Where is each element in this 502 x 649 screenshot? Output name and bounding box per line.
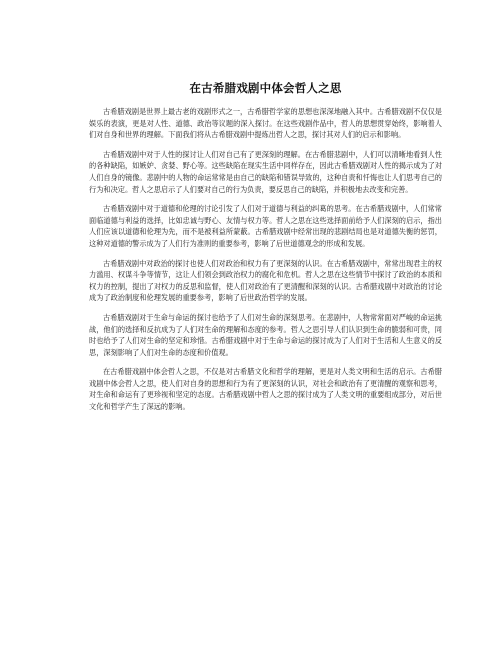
paragraph-6: 在古希腊戏剧中体会哲人之思，不仅是对古希腊文化和哲学的理解，更是对人类文明和生活的启示。古希腊戏剧中体会哲人之思，使人们对自身的思想和行为有了更深刻的认识，对社会和政治有了更清醒的观察和思考，对生命和命运有了更珍视和坚定的态度。古希腊戏剧中哲人之思的探讨成为了人类文明的重要组成部分，对后世文化和哲学产生了深远的影响。 [89, 367, 442, 412]
paragraph-3: 古希腊戏剧中对于道德和伦理的讨论引发了人们对于道德与利益的纠葛的思考。在古希腊戏剧中，人们常常面临道德与利益的选择，比如忠诚与野心、友情与权力等。哲人之思在这些选择面前给予人们深刻的启示，指出人们应该以道德和伦理为先，而不是被利益所蒙蔽。古希腊戏剧中经常出现的悲剧结局也是对道德失衡的惩罚，这种对道德的警示成为了人们行为准则的重要参考，影响了后世道德观念的形成和发展。 [89, 204, 442, 248]
paragraph-4: 古希腊戏剧中对政治的探讨也使人们对政治和权力有了更深刻的认识。在古希腊戏剧中，常常出现君主的权力滥用、权谋斗争等情节，这让人们领会到政治权力的腐化和危机。哲人之思在这些情节中探讨了政治的本质和权力的控制，提出了对权力的反思和监督，使人们对政治有了更清醒和深刻的认识。古希腊戏剧中对政治的讨论成为了政治制度和伦理发展的重要参考，影响了后世政治哲学的发展。 [89, 258, 442, 303]
paragraph-5: 古希腊戏剧对于生命与命运的探讨也给予了人们对生命的深刻思考。在悲剧中，人物常常面对严峻的命运挑战，他们的选择和反抗成为了人们对生命的理解和态度的参考。哲人之思引导人们认识到生命的脆弱和可贵，同时也给予了人们对生命的坚定和珍惜。古希腊戏剧中对于生命与命运的探讨成为了人们对于生活和人生意义的反思，深刻影响了人们对生命的态度和价值观。 [89, 312, 442, 357]
paragraph-2: 古希腊戏剧中对于人性的探讨让人们对自己有了更深刻的理解。在古希腊悲剧中，人们可以清晰地看到人性的各种缺陷，如嫉妒、贪婪、野心等。这些缺陷在现实生活中同样存在，因此古希腊戏剧对人性的揭示成为了对人们自身的镜像。悲剧中的人物的命运常常是由自己的缺陷和错误导致的，这种自责和忏悔也让人们思考自己的行为和决定。哲人之思启示了人们要对自己的行为负责，要反思自己的缺陷，并积极地去改变和完善。 [89, 149, 442, 194]
document-title: 在古希腊戏剧中体会哲人之思 [189, 81, 342, 95]
paragraph-1: 古希腊戏剧是世界上最古老的戏剧形式之一，古希腊哲学家的思想也深深地融入其中。古希腊戏剧不仅仅是娱乐的表演，更是对人性、道德、政治等议题的深入探讨。在这些戏剧作品中，哲人的思想贯穿始终，影响着人们对自身和世界的理解。下面我们将从古希腊戏剧中提炼出哲人之思，探讨其对人们的启示和影响。 [89, 107, 442, 140]
